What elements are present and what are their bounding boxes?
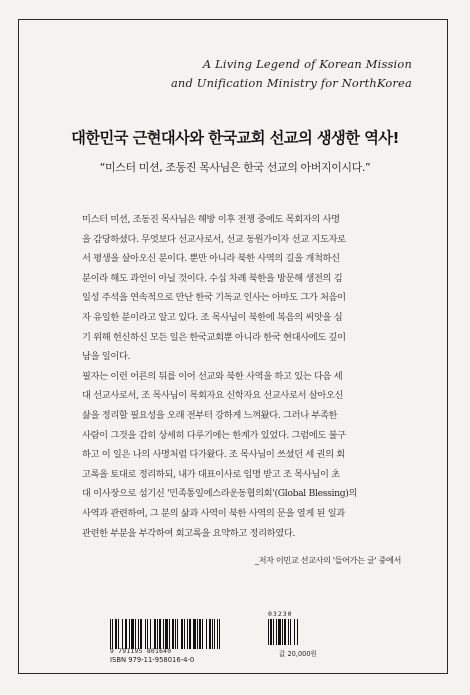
body-line: 남을 일이다. — [82, 351, 131, 363]
barcode-icon — [108, 619, 308, 649]
body-line: 삶을 정리할 필요성을 오래 전부터 강하게 느껴왔다. 그러나 부족한 — [82, 409, 338, 421]
body-line: 분이라 해도 과언이 아닐 것이다. 수십 차례 북한을 방문해 생전의 김 — [82, 272, 343, 284]
barcode-digits: 9 791195 801640 — [110, 648, 172, 655]
body-line: 기 위해 헌신하신 모든 일은 한국교회뿐 아니라 한국 현대사에도 깊이 — [82, 331, 346, 343]
body-line: 대 이사장으로 섬기신 '민족통일에스라운동협의회'(Global Blessing)의 — [82, 488, 358, 500]
english-subtitle — [112, 55, 412, 93]
body-line: 고록을 토대로 정리하되, 내가 대표이사로 임명 받고 조 목사님이 초 — [82, 468, 340, 480]
body-line: 미스터 미션, 조동진 목사님은 해방 이후 전쟁 중에도 목회자의 사명 — [82, 214, 340, 225]
excerpt-body — [82, 210, 400, 543]
english-subtitle-line1: A Living Legend of Korean Mission — [202, 57, 412, 71]
headline: 대한민국 근현대사와 한국교회 선교의 생생한 역사! — [71, 129, 399, 147]
pull-quote: “미스터 미션, 조동진 목사님은 한국 선교의 아버지이시다.” — [99, 161, 371, 174]
body-line: 자 유일한 분이라고 알고 있다. 조 목사님이 북한에 복음의 씨앗을 심 — [82, 311, 343, 323]
addon-code: 03230 — [268, 610, 293, 618]
body-line: 일성 주석을 연속적으로 만난 한국 기독교 인사는 아마도 그가 처음이 — [82, 292, 346, 304]
english-subtitle-line2: and Unification Ministry for NorthKorea — [170, 76, 412, 90]
price-label: 값 20,000원 — [279, 650, 317, 658]
body-line: 하고 이 일은 나의 사명처럼 다가왔다. 조 목사님이 쓰셨던 세 권의 회 — [82, 449, 345, 461]
body-line: 서 평생을 살아오신 분이다. 뿐만 아니라 북한 사역의 길을 개척하신 — [82, 253, 340, 265]
attribution: _저자 이민교 선교사의 '들어가는 글' 중에서 — [254, 555, 401, 565]
body-line: 사역과 관련하여, 그 분의 삶과 사역이 북한 사역의 문을 열게 된 일과 — [82, 507, 345, 519]
body-line: 관련한 부분을 부각하여 회고록을 요약하고 정리하였다. — [82, 527, 296, 539]
body-line: 사람이 그것을 감히 상세히 다루기에는 한계가 있었다. 그럼에도 불구 — [82, 429, 346, 441]
body-line: 필자는 이런 어른의 뒤를 이어 선교와 북한 사역을 하고 있는 다음 세 — [82, 370, 343, 382]
body-line: 대 선교사로서, 조 목사님이 목회자요 신학자요 선교사로서 살아오신 — [82, 390, 344, 402]
barcode-block — [108, 610, 308, 666]
isbn-text: ISBN 979-11-958016-4-0 — [110, 656, 195, 664]
body-line: 을 감당하셨다. 무엇보다 선교사로서, 선교 동원가이자 선교 지도자로 — [82, 233, 346, 245]
